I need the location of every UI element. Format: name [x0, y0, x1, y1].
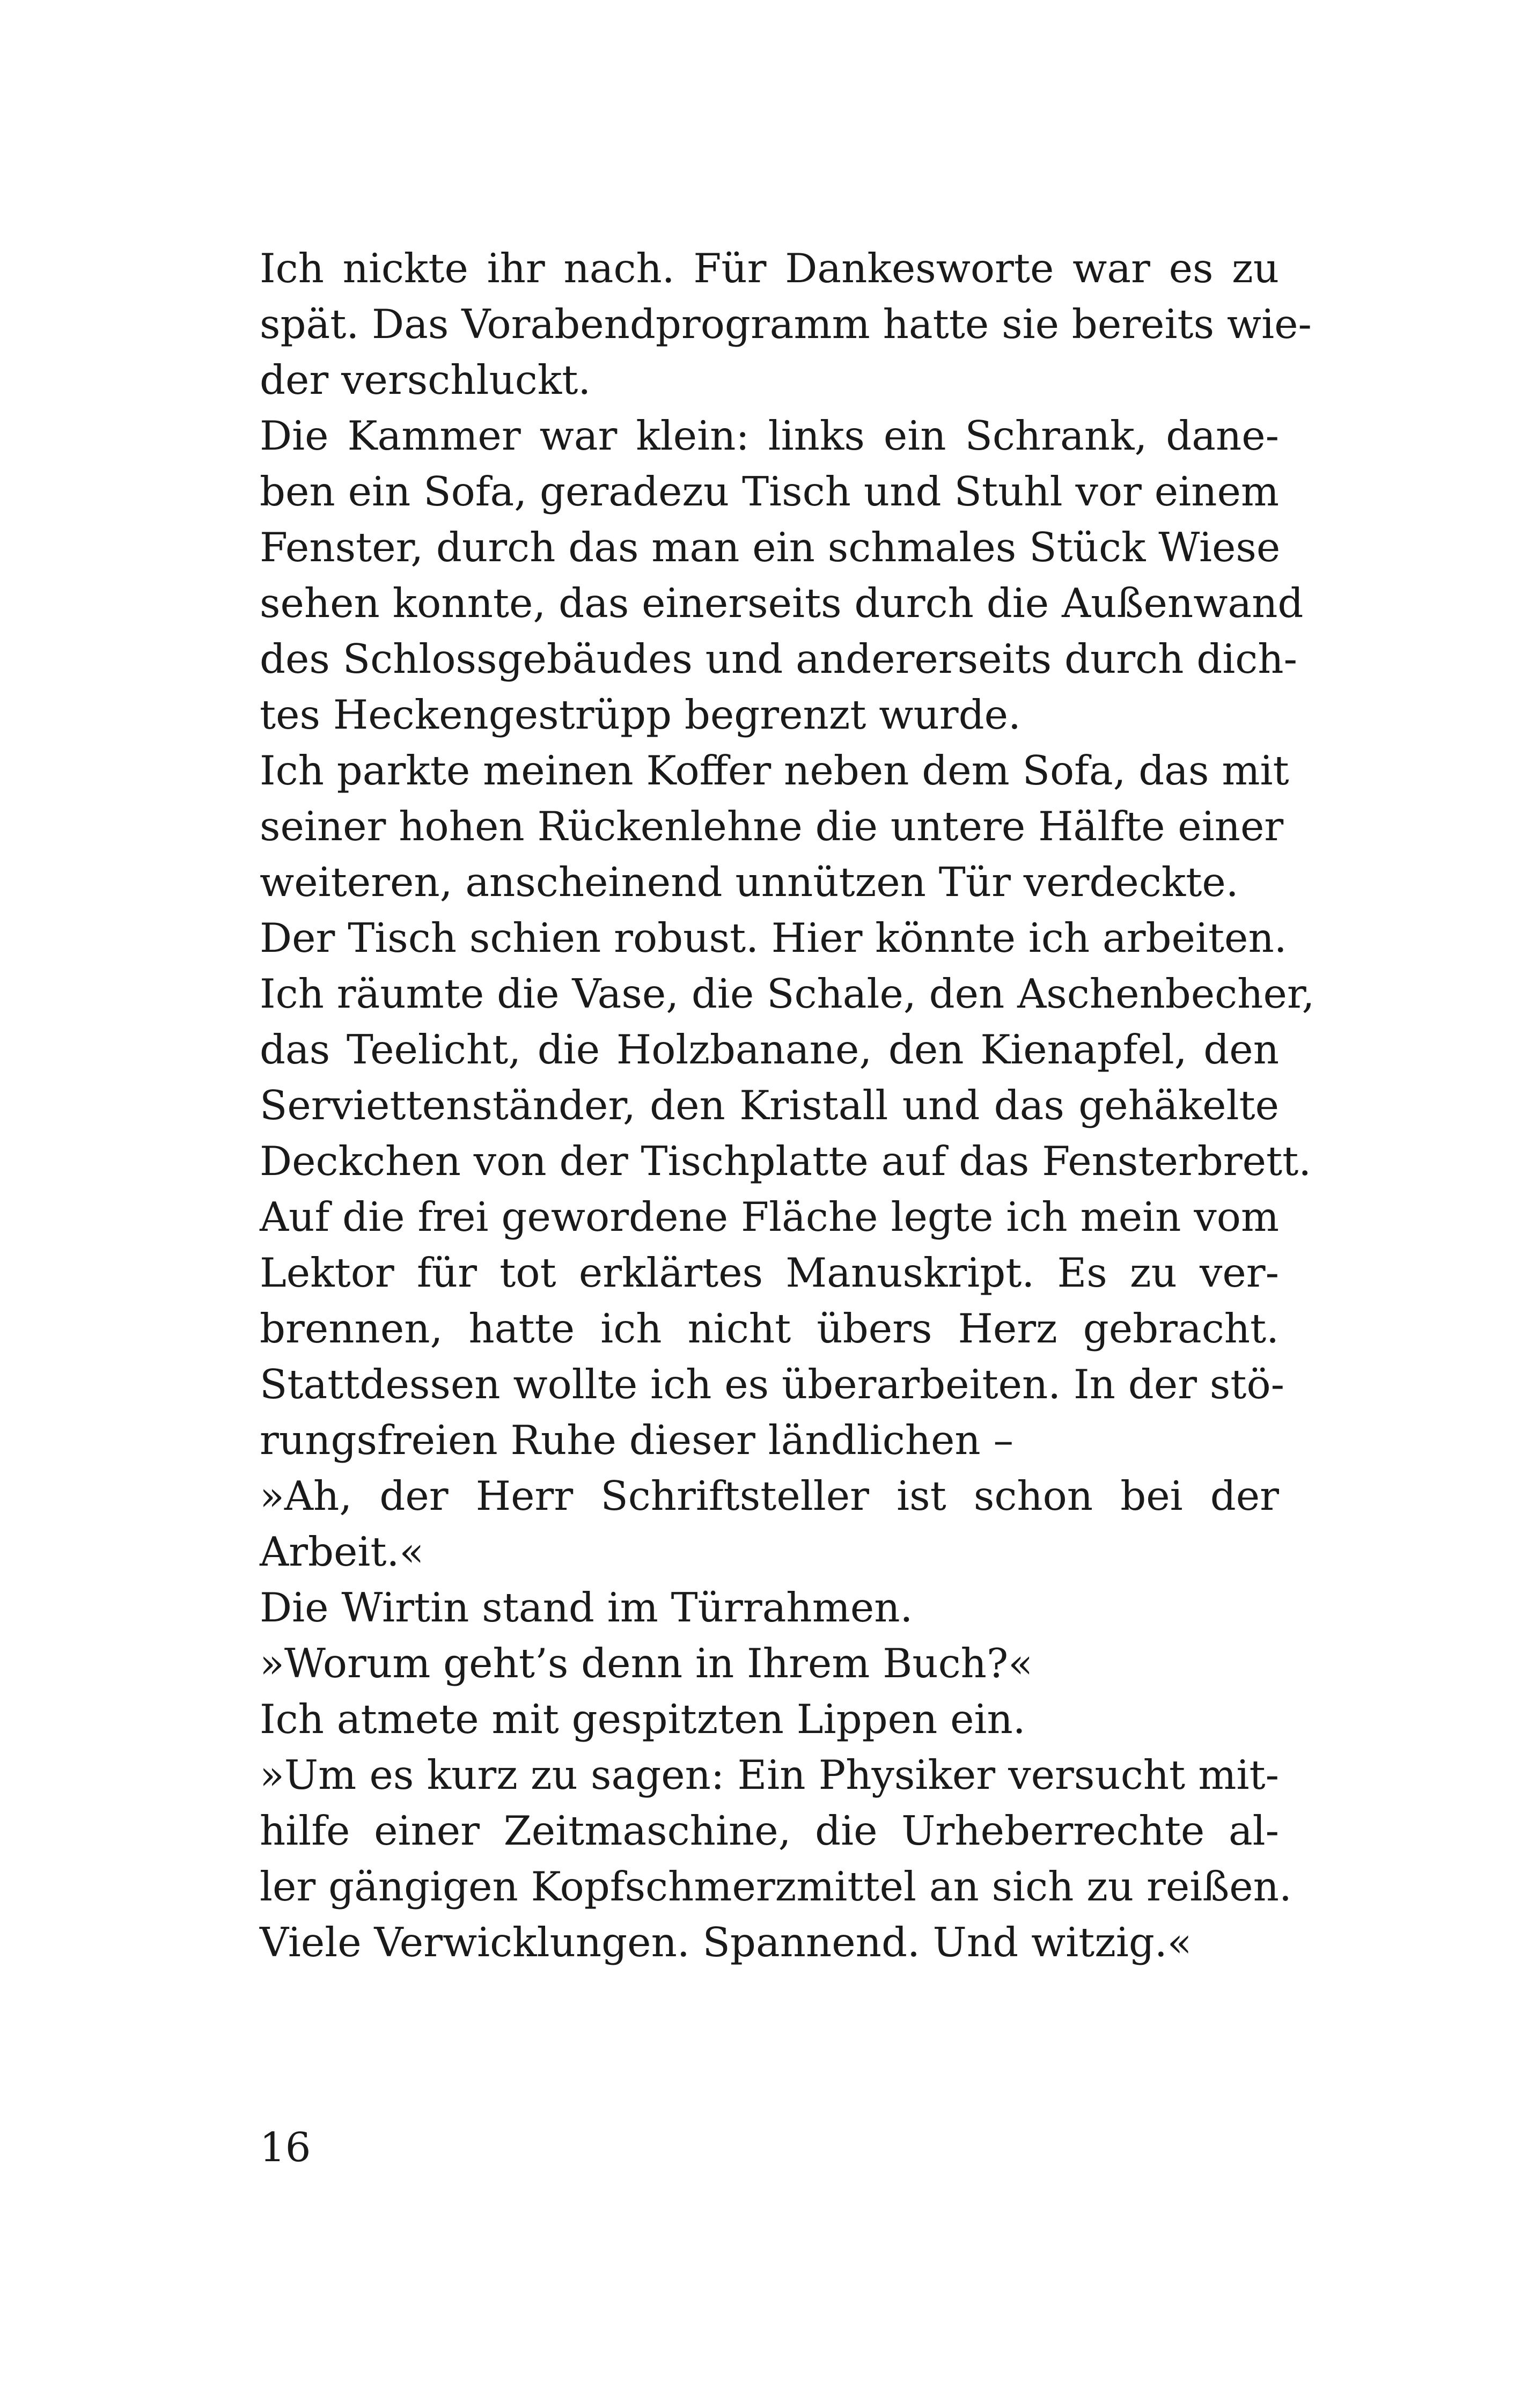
- text-line: rungsfreien Ruhe dieser ländlichen –: [260, 1416, 1014, 1464]
- text-line: Fenster, durch das man ein schmales Stück Wiese: [260, 524, 1281, 571]
- text-line: Der Tisch schien robust. Hier könnte ich arbeiten.: [260, 914, 1287, 961]
- text-line: Lektor für tot erklärtes Manuskript. Es zu ver-: [260, 1249, 1279, 1296]
- text-line: Die Kammer war klein: links ein Schrank, dane-: [260, 412, 1279, 459]
- text-line: Deckchen von der Tischplatte auf das Fensterbrett.: [260, 1137, 1312, 1185]
- text-line: sehen konnte, das einerseits durch die Außenwand: [260, 579, 1304, 627]
- text-line: brennen, hatte ich nicht übers Herz gebracht.: [260, 1305, 1279, 1352]
- page-number: 16: [260, 2124, 311, 2171]
- text-line: des Schlossgebäudes und andererseits durch dich-: [260, 635, 1297, 682]
- text-line: »Worum geht’s denn in Ihrem Buch?«: [260, 1640, 1033, 1687]
- text-line: ben ein Sofa, geradezu Tisch und Stuhl vor einem: [260, 468, 1279, 515]
- text-line: weiteren, anscheinend unnützen Tür verdeckte.: [260, 858, 1239, 906]
- text-line: der verschluckt.: [260, 356, 591, 403]
- text-line: »Ah, der Herr Schriftsteller ist schon bei der: [260, 1472, 1279, 1519]
- text-line: Serviettenständer, den Kristall und das gehäkelte: [260, 1082, 1279, 1129]
- text-line: das Teelicht, die Holzbanane, den Kienapfel, den: [260, 1026, 1279, 1073]
- body-text: [260, 240, 1315, 1970]
- text-line: ler gängigen Kopfschmerzmittel an sich zu reißen.: [260, 1863, 1292, 1910]
- text-line: Ich räumte die Vase, die Schale, den Aschenbecher,: [260, 970, 1315, 1017]
- text-line: Stattdessen wollte ich es überarbeiten. In der stö-: [260, 1361, 1284, 1408]
- text-line: »Um es kurz zu sagen: Ein Physiker versucht mit-: [260, 1751, 1279, 1798]
- text-line: hilfe einer Zeitmaschine, die Urheberrechte al-: [260, 1807, 1279, 1854]
- text-line: Die Wirtin stand im Türrahmen.: [260, 1584, 913, 1631]
- text-line: seiner hohen Rückenlehne die untere Hälfte einer: [260, 803, 1284, 850]
- text-line: Ich atmete mit gespitzten Lippen ein.: [260, 1695, 1026, 1743]
- text-line: spät. Das Vorabendprogramm hatte sie bereits wie-: [260, 300, 1312, 348]
- text-line: Ich nickte ihr nach. Für Dankesworte war es zu: [260, 245, 1279, 292]
- text-line: Ich parkte meinen Koffer neben dem Sofa, das mit: [260, 747, 1289, 794]
- text-line: Auf die frei gewordene Fläche legte ich mein vom: [260, 1193, 1279, 1240]
- text-line: tes Heckengestrüpp begrenzt wurde.: [260, 691, 1021, 738]
- text-line: Arbeit.«: [260, 1528, 424, 1575]
- text-line: Viele Verwicklungen. Spannend. Und witzig.«: [260, 1919, 1192, 1966]
